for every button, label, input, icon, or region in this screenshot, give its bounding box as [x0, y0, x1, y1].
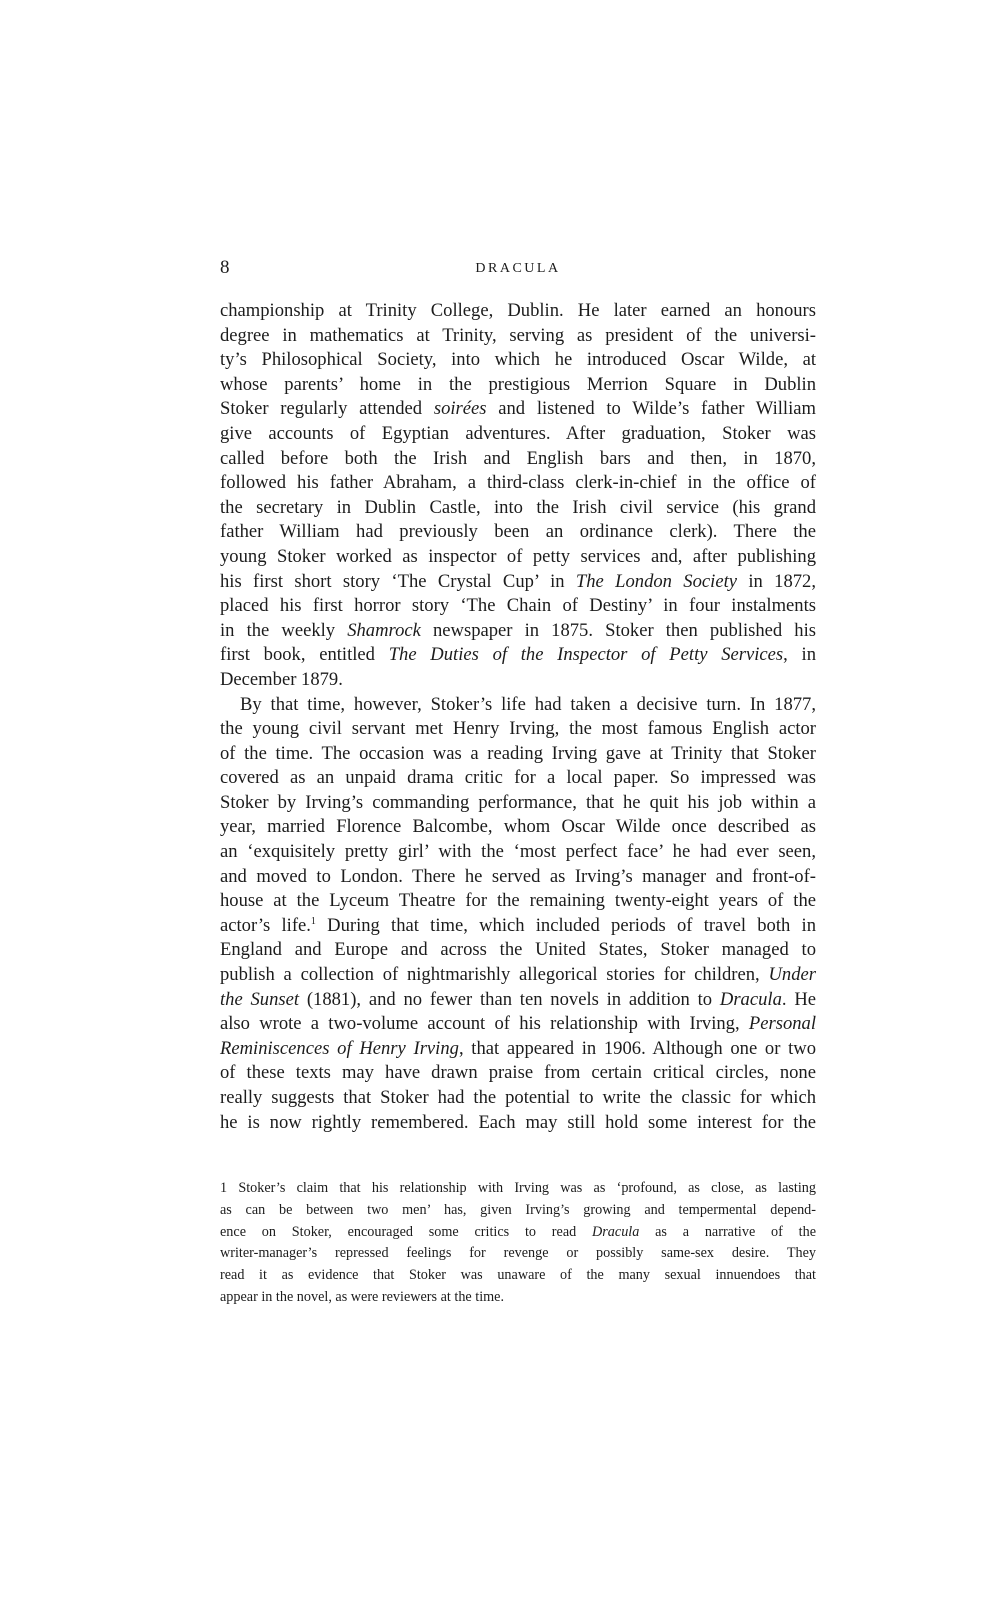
body-line: By that time, however, Stoker’s life had taken a decisive turn. In 1877, — [240, 693, 816, 715]
body-line: placed his first horror story ‘The Chain of Destiny’ in four instalments — [220, 595, 816, 617]
body-line: the secretary in Dublin Castle, into the Irish civil service (his grand — [220, 496, 816, 518]
body-line: of the time. The occasion was a reading Irving gave at Trinity that Stoker — [220, 742, 816, 764]
body-line: the young civil servant met Henry Irving, the most famous English actor — [220, 718, 816, 740]
body-line: Reminiscences of Henry Irving, that appeared in 1906. Although one or two — [220, 1037, 816, 1059]
footnote-line: 1 Stoker’s claim that his relationship with Irving was as ‘profound, as close, as lasting — [220, 1180, 816, 1196]
footnote-line: appear in the novel, as were reviewers at the time. — [220, 1288, 505, 1305]
body-line: called before both the Irish and English bars and then, in 1870, — [220, 447, 816, 469]
body-line: ty’s Philosophical Society, into which he introduced Oscar Wilde, at — [220, 349, 816, 371]
body-line: give accounts of Egyptian adventures. After graduation, Stoker was — [220, 422, 816, 444]
body-line: December 1879. — [220, 668, 343, 690]
body-line: in the weekly Shamrock newspaper in 1875. Stoker then published his — [220, 619, 816, 641]
body-line: Stoker by Irving’s commanding performance, that he quit his job within a — [220, 791, 816, 813]
body-line: young Stoker worked as inspector of petty services and, after publishing — [220, 545, 816, 567]
body-line: his first short story ‘The Crystal Cup’ in The London Society in 1872, — [220, 570, 816, 592]
body-text — [220, 299, 816, 1135]
body-line: followed his father Abraham, a third-class clerk-in-chief in the office of — [220, 472, 816, 494]
body-line: Stoker regularly attended soirées and listened to Wilde’s father William — [220, 398, 816, 420]
footnote-line: read it as evidence that Stoker was unaware of the many sexual innuendoes that — [220, 1267, 816, 1284]
body-line: and moved to London. There he served as Irving’s manager and front-of- — [220, 865, 816, 887]
body-line: father William had previously been an ordinance clerk). There the — [220, 521, 816, 543]
body-line: an ‘exquisitely pretty girl’ with the ‘most perfect face’ he had ever seen, — [220, 841, 816, 863]
body-line: really suggests that Stoker had the potential to write the classic for which — [220, 1087, 816, 1108]
body-line: the Sunset (1881), and no fewer than ten novels in addition to Dracula. He — [220, 988, 816, 1010]
footnotes — [220, 1178, 816, 1309]
footnote-line: ence on Stoker, encouraged some critics to read Dracula as a narrative of the — [220, 1223, 816, 1240]
body-line: he is now rightly remembered. Each may still hold some interest for the — [220, 1111, 816, 1133]
body-line: covered as an unpaid drama critic for a local paper. So impressed was — [220, 767, 816, 789]
body-line: publish a collection of nightmarishly allegorical stories for children, Under — [220, 964, 816, 986]
body-line: actor’s life.$^1$ During that time, which included periods of travel both in — [220, 914, 817, 936]
body-line: degree in mathematics at Trinity, serving as president of the universi- — [220, 324, 816, 346]
footnote-line: as can be between two men’ has, given Irving’s growing and tempermental depend- — [220, 1201, 816, 1218]
body-line: first book, entitled The Duties of the Inspector of Petty Services, in — [220, 644, 816, 666]
page-number: 8 — [220, 257, 230, 278]
body-line: also wrote a two-volume account of his relationship with Irving, Personal — [220, 1013, 816, 1035]
footnote-line: writer-manager’s repressed feelings for revenge or possibly same-sex desire. They — [220, 1245, 816, 1262]
body-line: house at the Lyceum Theatre for the remaining twenty-eight years of the — [220, 890, 816, 912]
running-head: DRACULA — [475, 261, 561, 276]
body-line: of these texts may have drawn praise from certain critical circles, none — [220, 1062, 816, 1084]
body-line: year, married Florence Balcombe, whom Oscar Wilde once described as — [220, 816, 816, 838]
body-line: whose parents’ home in the prestigious Merrion Square in Dublin — [220, 373, 816, 395]
body-line: England and Europe and across the United States, Stoker managed to — [220, 939, 816, 961]
body-line: championship at Trinity College, Dublin. He later earned an honours — [220, 300, 816, 321]
